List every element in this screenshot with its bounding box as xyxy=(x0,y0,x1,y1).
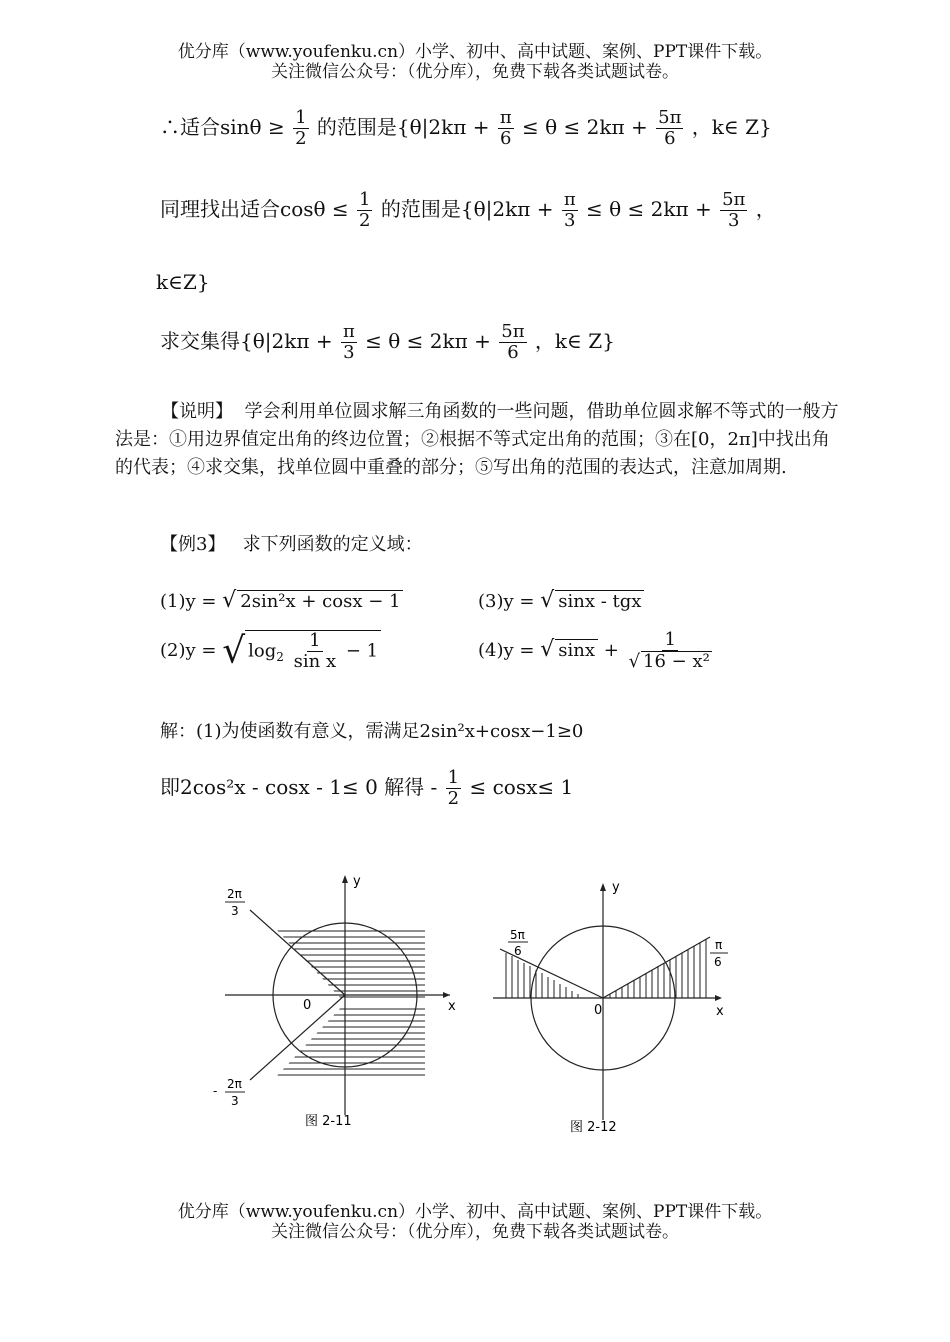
solution-line-2: 即2cos²x - cosx - 1≤ 0 解得 - $\frac{1}{2}$ ≤ cosx≤ 1 xyxy=(160,767,574,809)
header-line-1: 优分库（www.youfenku.cn）小学、初中、高中试题、案例、PPT课件下载。 xyxy=(177,42,773,62)
fig2-right-angle-num: π xyxy=(715,938,723,952)
example-text: 求下列函数的定义域： xyxy=(242,534,423,555)
math-line-cos-range: 同理找出适合cosθ ≤ $\frac{1}{2}$ 的范围是{θ|2kπ + $\frac{\pi}{3}$ ≤ θ ≤ 2kπ + $\frac{5\pi}{3}$ ， xyxy=(160,189,776,231)
fig1-bottom-angle-num: 2π xyxy=(227,1077,242,1091)
fig2-x-label: x xyxy=(716,1004,724,1019)
math-line-kz: k∈Z} xyxy=(156,270,210,294)
fig2-caption: 图 2-12 xyxy=(570,1120,617,1135)
note-text: 学会利用单位圆求解三角函数的一些问题，借助单位圆求解不等式的一般方法是：①用边界值定出角的终边位置；②根据不等式定出角的范围；③在[0，2π]中找出角的代表；④求交集，找单位圆中重叠的部分；⑤写出角的范围的表达式，注意加周期. xyxy=(115,401,839,478)
note-label: 【说明】 xyxy=(161,401,233,422)
fig1-caption: 图 2-11 xyxy=(305,1114,352,1129)
function-3: (3)y = √ sinx - tgx xyxy=(478,588,644,613)
example-label: 【例3】 xyxy=(160,534,226,555)
header-line-2: 关注微信公众号：（优分库），免费下载各类试题试卷。 xyxy=(271,62,679,82)
figure-2-11 xyxy=(205,865,475,1145)
fig2-origin-label: 0 xyxy=(594,1003,603,1018)
function-4: (4)y = √ sinx + $\frac{1}{\text{√ 16 − x²}}$ xyxy=(478,629,710,672)
note-paragraph xyxy=(115,398,845,482)
fig2-right-angle-den: 6 xyxy=(714,955,722,969)
footer-line-2: 关注微信公众号：（优分库），免费下载各类试题试卷。 xyxy=(271,1222,679,1242)
footer-line-1: 优分库（www.youfenku.cn）小学、初中、高中试题、案例、PPT课件下载。 xyxy=(177,1202,773,1222)
function-1: (1)y = √ 2sin²x + cosx − 1 xyxy=(160,588,403,613)
math-line-intersection: 求交集得{θ|2kπ + $\frac{\pi}{3}$ ≤ θ ≤ 2kπ + $\frac{5\pi}{6}$ ，k∈ Z} xyxy=(160,321,615,363)
fig2-left-angle-den: 6 xyxy=(514,944,522,958)
example-heading xyxy=(160,530,423,556)
solution-line-1: 解：(1)为使函数有意义，需满足2sin²x+cosx−1≥0 xyxy=(160,721,584,742)
fig1-y-label: y xyxy=(353,874,361,889)
function-2: (2)y = √ $\log_2$ $\frac{1}{\text{sin x}}$ − 1 xyxy=(160,630,381,672)
figure-2-12 xyxy=(488,875,738,1145)
math-line-sin-range: ∴适合sinθ ≥ $\frac{1}{2}$ 的范围是{θ|2kπ + $\frac{\pi}{6}$ ≤ θ ≤ 2kπ + $\frac{5\pi}{6}$ ，k∈ Z} xyxy=(160,107,772,149)
fig2-left-angle-num: 5π xyxy=(510,928,525,942)
fig1-origin-label: 0 xyxy=(303,998,312,1013)
fig1-bottom-angle-den: 3 xyxy=(231,1094,239,1108)
fig1-top-angle-num: 2π xyxy=(227,887,242,901)
fig1-bottom-angle-sign: - xyxy=(213,1084,218,1098)
fig1-x-label: x xyxy=(448,999,456,1014)
fig1-top-angle-den: 3 xyxy=(231,904,239,918)
fig2-y-label: y xyxy=(612,880,620,895)
